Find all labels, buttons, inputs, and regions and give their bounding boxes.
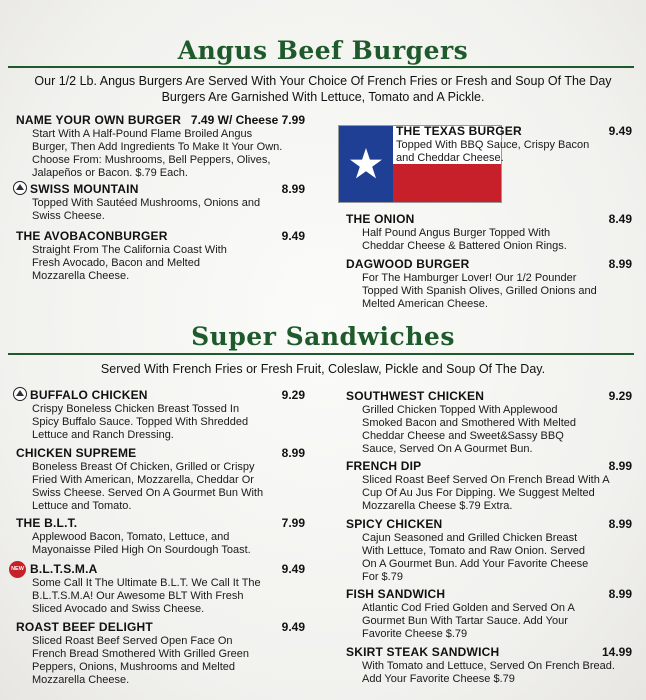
item-description: Start With A Half-Pound Flame Broiled Angus Burger, Then Add Ingredients To Make It Your Own. Choose From: Mushrooms, Bell Peppers, Olives, Jalapeños or Bacon. $.79 Each. bbox=[32, 128, 283, 179]
item-name: BUFFALO CHICKEN bbox=[30, 388, 148, 402]
sandwiches-title: Super Sandwiches bbox=[191, 322, 455, 351]
item-description: Topped With BBQ Sauce, Crispy Bacon and Cheddar Cheese. bbox=[396, 139, 590, 164]
new-badge: NEW bbox=[9, 561, 26, 578]
item-price: 8.99 bbox=[608, 587, 632, 601]
item-price: 9.49 bbox=[281, 562, 305, 576]
menu-item-spicy-chicken bbox=[346, 517, 632, 584]
item-name: SPICY CHICKEN bbox=[346, 517, 443, 531]
menu-item-southwest-chicken bbox=[346, 389, 632, 456]
item-name: THE ONION bbox=[346, 212, 415, 226]
item-price: 14.99 bbox=[601, 645, 632, 659]
burgers-rule bbox=[8, 66, 634, 68]
menu-item-buffalo-chicken bbox=[16, 388, 305, 442]
item-description: Atlantic Cod Fried Golden and Served On A Gourmet Bun With Tartar Sauce. Add Your Favorite Cheese $.79 bbox=[362, 602, 575, 640]
burgers-intro-line1: Our 1/2 Lb. Angus Burgers Are Served With Your Choice Of French Fries or Fresh and Soup Of The Day bbox=[34, 74, 612, 88]
menu-item-chicken-supreme bbox=[16, 446, 305, 513]
item-name: SKIRT STEAK SANDWICH bbox=[346, 645, 500, 659]
item-name: THE TEXAS BURGER bbox=[396, 124, 522, 138]
item-description: Topped With Sautéed Mushrooms, Onions and Swiss Cheese. bbox=[32, 197, 261, 222]
item-name: SWISS MOUNTAIN bbox=[30, 182, 139, 196]
item-description: Sliced Roast Beef Served On French Bread With A Cup Of Au Jus For Dipping. We Suggest Melted Mozzarella Cheese $.79 Extra. bbox=[362, 474, 610, 512]
item-description: For The Hamburger Lover! Our 1/2 Pounder Topped With Spanish Olives, Grilled Onions and Melted American Cheese. bbox=[362, 272, 597, 310]
menu-item-bltsma bbox=[16, 562, 305, 616]
item-price: 8.99 bbox=[608, 517, 632, 531]
item-description: Crispy Boneless Chicken Breast Tossed In Spicy Buffalo Sauce. Topped With Shredded Lettuce and Ranch Dressing. bbox=[32, 403, 249, 441]
item-price: 9.49 bbox=[608, 124, 632, 138]
item-price: 9.29 bbox=[608, 389, 632, 403]
item-description: Half Pound Angus Burger Topped With Cheddar Cheese & Battered Onion Rings. bbox=[362, 227, 567, 252]
item-price: 7.99 bbox=[281, 516, 305, 530]
sandwiches-rule bbox=[8, 353, 634, 355]
item-description: Straight From The California Coast With Fresh Avocado, Bacon and Melted Mozzarella Cheese. bbox=[32, 244, 227, 282]
item-price: 9.49 bbox=[281, 229, 305, 243]
item-price: 8.99 bbox=[281, 182, 305, 196]
item-description: Cajun Seasoned and Grilled Chicken Breast With Lettuce, Tomato and Raw Onion. Served On A Gourmet Bun. Add Your Favorite Cheese For $.79 bbox=[362, 532, 589, 583]
menu-item-texas-burger bbox=[396, 124, 632, 165]
menu-item-french-dip bbox=[346, 459, 632, 513]
menu-item-dagwood-burger bbox=[346, 257, 632, 311]
item-price: 8.49 bbox=[608, 212, 632, 226]
item-description: Grilled Chicken Topped With Applewood Smoked Bacon and Smothered With Melted Cheddar Cheese and Sweet&Sassy BBQ Sauce, Served On A Gourmet Bun. bbox=[362, 404, 577, 455]
menu-item-fish-sandwich bbox=[346, 587, 632, 641]
burgers-intro-line2: Burgers Are Garnished With Lettuce, Tomato and A Pickle. bbox=[161, 90, 485, 104]
item-name: THE AVOBACONBURGER bbox=[16, 229, 168, 243]
item-price: 8.99 bbox=[608, 459, 632, 473]
menu-item-skirt-steak-sandwich bbox=[346, 645, 632, 686]
item-description: Sliced Roast Beef Served Open Face On French Bread Smothered With Grilled Green Peppers, Onions, Mushrooms and Melted Mozzarella Cheese. bbox=[32, 635, 250, 686]
menu-item-avobaconburger bbox=[16, 229, 305, 283]
item-name: FISH SANDWICH bbox=[346, 587, 446, 601]
menu-item-roast-beef-delight bbox=[16, 620, 305, 687]
item-description: With Tomato and Lettuce, Served On French Bread. Add Your Favorite Cheese $.79 bbox=[362, 660, 615, 685]
item-name: B.L.T.S.M.A bbox=[30, 562, 98, 576]
item-name: ROAST BEEF DELIGHT bbox=[16, 620, 153, 634]
menu-item-the-blt bbox=[16, 516, 305, 557]
item-description: Boneless Breast Of Chicken, Grilled or Crispy Fried With American, Mozzarella, Cheddar Or Swiss Cheese. Served On A Gourmet Bun With Lettuce and Tomato. bbox=[32, 461, 264, 512]
item-name: CHICKEN SUPREME bbox=[16, 446, 137, 460]
item-description: Some Call It The Ultimate B.L.T. We Call It The B.L.T.S.M.A! Our Awesome BLT With Fresh Sliced Avocado and Swiss Cheese. bbox=[32, 577, 261, 615]
item-description: Applewood Bacon, Tomato, Lettuce, and Mayonaisse Piled High On Sourdough Toast. bbox=[32, 531, 251, 556]
item-name: DAGWOOD BURGER bbox=[346, 257, 470, 271]
item-name: FRENCH DIP bbox=[346, 459, 422, 473]
item-price: 9.49 bbox=[281, 620, 305, 634]
sandwiches-intro: Served With French Fries or Fresh Fruit, Coleslaw, Pickle and Soup Of The Day. bbox=[100, 362, 546, 376]
menu-item-swiss-mountain bbox=[16, 182, 305, 223]
item-name: THE B.L.T. bbox=[16, 516, 78, 530]
menu-item-the-onion bbox=[346, 212, 632, 253]
item-price: 8.99 bbox=[608, 257, 632, 271]
item-name: NAME YOUR OWN BURGER bbox=[16, 113, 182, 127]
item-price: 8.99 bbox=[281, 446, 305, 460]
item-price: 9.29 bbox=[281, 388, 305, 402]
item-price: 7.49 W/ Cheese 7.99 bbox=[190, 113, 305, 127]
menu-item-name-your-own-burger bbox=[16, 113, 305, 180]
burgers-title: Angus Beef Burgers bbox=[177, 36, 469, 65]
item-name: SOUTHWEST CHICKEN bbox=[346, 389, 485, 403]
